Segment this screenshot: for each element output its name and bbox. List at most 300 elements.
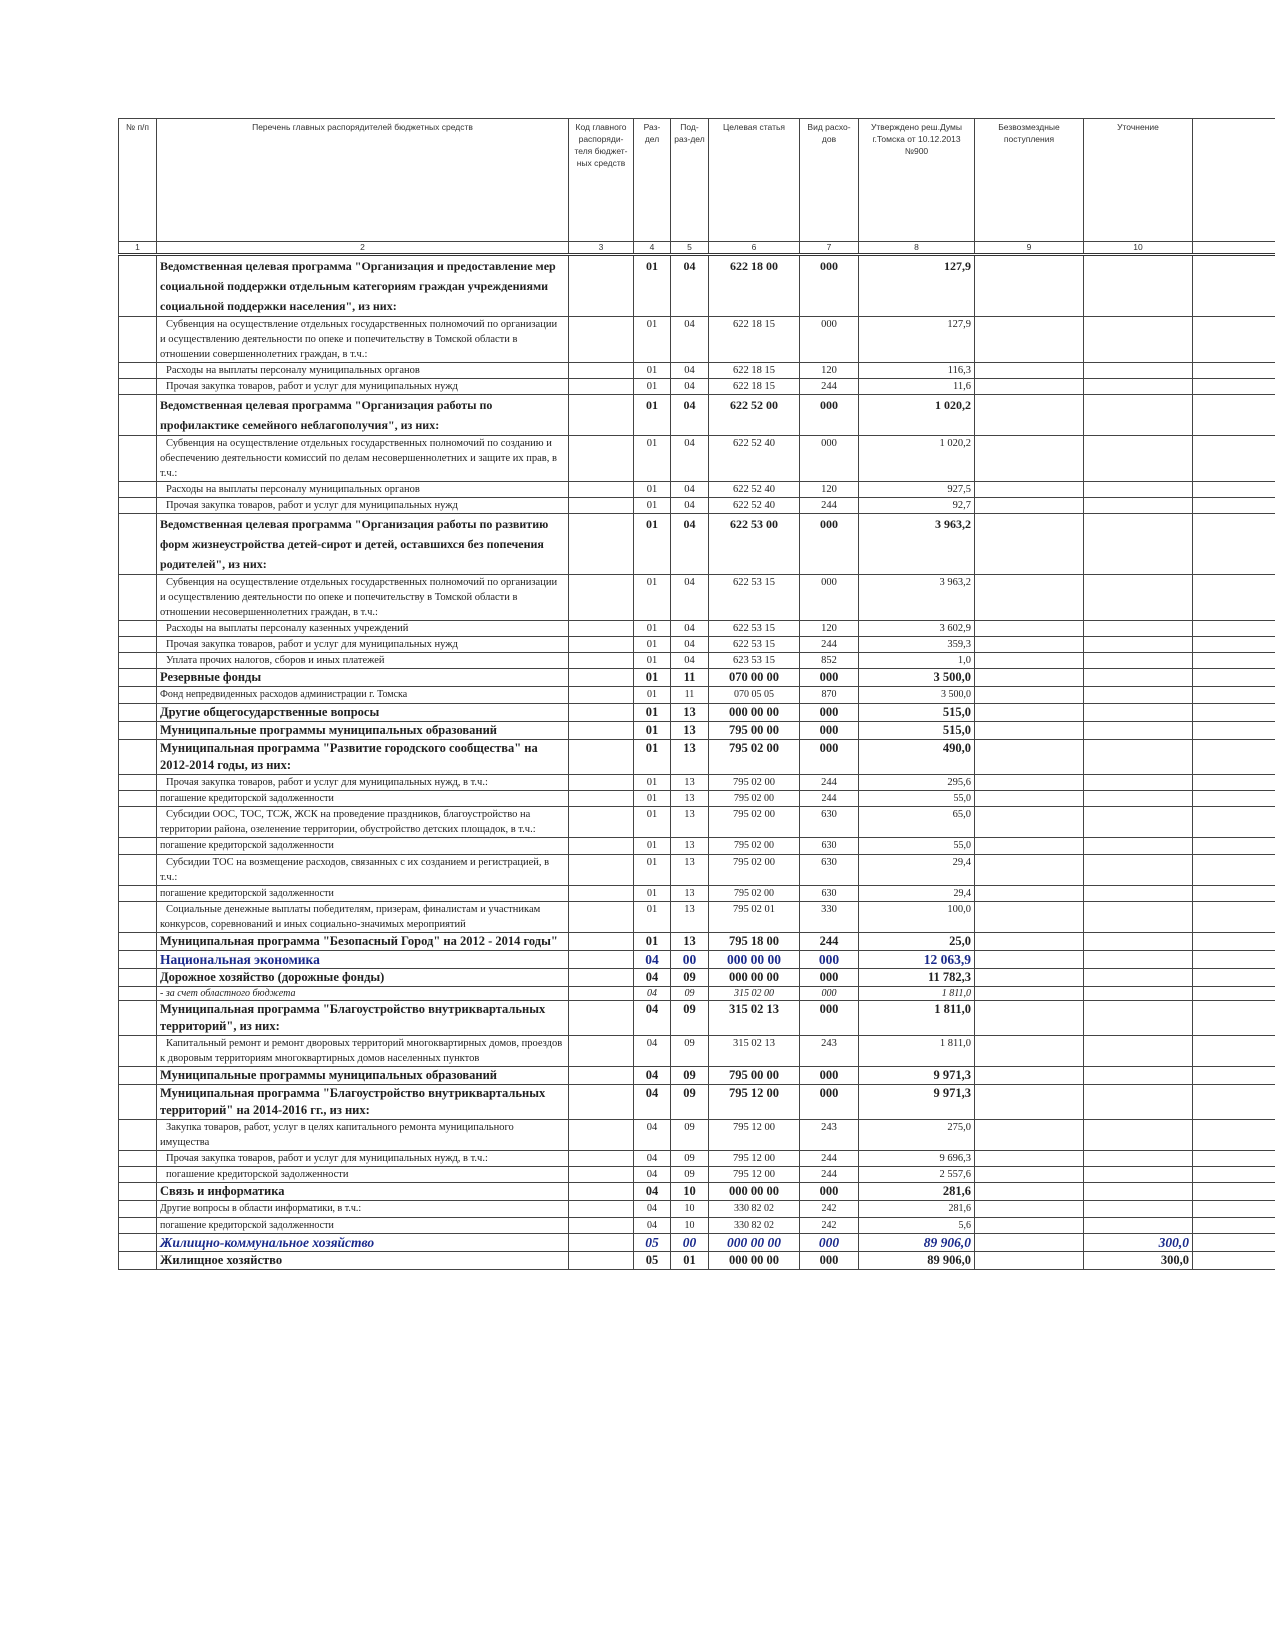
row-extra-cell: [1193, 514, 1275, 575]
row-description: погашение кредиторской задолженности: [157, 1167, 569, 1183]
row-target-item: 795 02 00: [709, 885, 800, 902]
row-grants-cell: [975, 255, 1084, 317]
row-subsection: 09: [671, 969, 709, 987]
row-target-item: 795 00 00: [709, 1067, 800, 1085]
row-section: 01: [634, 363, 671, 379]
row-description: Прочая закупка товаров, работ и услуг для муниципальных нужд, в т.ч.:: [157, 1151, 569, 1167]
row-expense-type: 000: [800, 395, 859, 436]
row-subsection: 10: [671, 1183, 709, 1201]
row-extra-cell: [1193, 1151, 1275, 1167]
row-subsection: 13: [671, 703, 709, 721]
column-number: 6: [709, 242, 800, 255]
row-section: 01: [634, 933, 671, 951]
row-description: Фонд непредвиденных расходов администрации г. Томска: [157, 687, 569, 704]
row-description: Субвенция на осуществление отдельных государственных полномочий по организации и осуществлению деятельности по опеке и попечительству в Томской области в отношении совершеннолетних граждан, в т.ч.:: [157, 317, 569, 363]
table-row: [119, 482, 1275, 498]
row-clarification-amount: [1084, 1120, 1193, 1151]
row-target-item: 000 00 00: [709, 969, 800, 987]
row-description: Жилищное хозяйство: [157, 1252, 569, 1270]
row-clarification-amount: [1084, 1151, 1193, 1167]
row-code-cell: [569, 951, 634, 969]
row-subsection: 13: [671, 739, 709, 774]
row-expense-type: 242: [800, 1201, 859, 1218]
table-row: [119, 1036, 1275, 1067]
row-grants-cell: [975, 498, 1084, 514]
row-expense-type: 244: [800, 1167, 859, 1183]
row-section: 04: [634, 969, 671, 987]
table-row: [119, 854, 1275, 885]
row-approved-amount: 127,9: [859, 317, 975, 363]
row-subsection: 13: [671, 721, 709, 739]
row-code-cell: [569, 854, 634, 885]
row-section: 01: [634, 379, 671, 395]
row-clarification-amount: [1084, 379, 1193, 395]
row-target-item: 795 02 00: [709, 838, 800, 855]
row-target-item: 795 02 00: [709, 739, 800, 774]
row-clarification-amount: [1084, 1217, 1193, 1234]
row-expense-type: 000: [800, 1001, 859, 1036]
row-clarification-amount: [1084, 317, 1193, 363]
row-section: 01: [634, 739, 671, 774]
row-target-item: 330 82 02: [709, 1201, 800, 1218]
row-expense-type: 000: [800, 575, 859, 621]
row-approved-amount: 29,4: [859, 885, 975, 902]
row-approved-amount: 11,6: [859, 379, 975, 395]
row-section: 01: [634, 498, 671, 514]
row-subsection: 13: [671, 902, 709, 933]
row-expense-type: 870: [800, 687, 859, 704]
row-extra-cell: [1193, 1067, 1275, 1085]
table-row: [119, 703, 1275, 721]
row-subsection: 09: [671, 1001, 709, 1036]
row-extra-cell: [1193, 363, 1275, 379]
row-target-item: 622 52 40: [709, 436, 800, 482]
row-expense-type: 852: [800, 653, 859, 669]
table-row: [119, 1001, 1275, 1036]
row-expense-type: 000: [800, 1252, 859, 1270]
table-row: [119, 902, 1275, 933]
row-clarification-amount: [1084, 637, 1193, 653]
row-section: 04: [634, 951, 671, 969]
header-description: Перечень главных распорядителей бюджетных средств: [157, 119, 569, 242]
row-code-cell: [569, 807, 634, 838]
row-grants-cell: [975, 807, 1084, 838]
row-code-cell: [569, 774, 634, 790]
row-extra-cell: [1193, 1252, 1275, 1270]
row-grants-cell: [975, 1001, 1084, 1036]
row-clarification-amount: [1084, 703, 1193, 721]
row-num-cell: [119, 637, 157, 653]
row-grants-cell: [975, 838, 1084, 855]
row-num-cell: [119, 838, 157, 855]
row-description: погашение кредиторской задолженности: [157, 1217, 569, 1234]
row-description: Дорожное хозяйство (дорожные фонды): [157, 969, 569, 987]
row-clarification-amount: [1084, 498, 1193, 514]
row-expense-type: 244: [800, 1151, 859, 1167]
table-row: [119, 774, 1275, 790]
table-row: [119, 987, 1275, 1001]
row-extra-cell: [1193, 854, 1275, 885]
row-section: 04: [634, 1151, 671, 1167]
row-description: Прочая закупка товаров, работ и услуг для муниципальных нужд, в т.ч.:: [157, 774, 569, 790]
row-expense-type: 244: [800, 933, 859, 951]
row-description: Субвенция на осуществление отдельных государственных полномочий по созданию и обеспечению деятельности комиссий по делам несовершеннолетних и защите их прав, в т.ч.:: [157, 436, 569, 482]
row-description: Муниципальные программы муниципальных образований: [157, 1067, 569, 1085]
row-expense-type: 243: [800, 1120, 859, 1151]
row-grants-cell: [975, 637, 1084, 653]
row-code-cell: [569, 987, 634, 1001]
row-grants-cell: [975, 1252, 1084, 1270]
row-num-cell: [119, 621, 157, 637]
row-subsection: 04: [671, 255, 709, 317]
table-row: [119, 933, 1275, 951]
table-row: [119, 575, 1275, 621]
row-code-cell: [569, 1085, 634, 1120]
row-description: Национальная экономика: [157, 951, 569, 969]
row-target-item: 622 53 15: [709, 621, 800, 637]
row-expense-type: 120: [800, 621, 859, 637]
row-section: 01: [634, 669, 671, 687]
row-subsection: 13: [671, 807, 709, 838]
row-code-cell: [569, 721, 634, 739]
row-grants-cell: [975, 1085, 1084, 1120]
row-grants-cell: [975, 774, 1084, 790]
table-row: [119, 1067, 1275, 1085]
row-approved-amount: 100,0: [859, 902, 975, 933]
table-row: [119, 379, 1275, 395]
row-approved-amount: 29,4: [859, 854, 975, 885]
table-row: [119, 436, 1275, 482]
row-num-cell: [119, 703, 157, 721]
row-subsection: 04: [671, 637, 709, 653]
row-approved-amount: 65,0: [859, 807, 975, 838]
row-extra-cell: [1193, 790, 1275, 807]
row-extra-cell: [1193, 774, 1275, 790]
row-expense-type: 244: [800, 379, 859, 395]
row-target-item: 315 02 00: [709, 987, 800, 1001]
row-grants-cell: [975, 933, 1084, 951]
row-expense-type: 000: [800, 317, 859, 363]
column-number: 4: [634, 242, 671, 255]
row-grants-cell: [975, 514, 1084, 575]
row-description: Муниципальная программа "Безопасный Город" на 2012 - 2014 годы": [157, 933, 569, 951]
table-row: [119, 969, 1275, 987]
row-num-cell: [119, 1167, 157, 1183]
row-section: 04: [634, 1183, 671, 1201]
header-extra: [1193, 119, 1275, 242]
row-description: Социальные денежные выплаты победителям, призерам, финалистам и участникам конкурсов, соревнований и иных социально-значимых мероприятий: [157, 902, 569, 933]
table-row: [119, 514, 1275, 575]
row-section: 04: [634, 1201, 671, 1218]
row-description: Ведомственная целевая программа "Организация и предоставление мер социальной поддержки отдельным категориям граждан учреждениями социальной поддержки населения", из них:: [157, 255, 569, 317]
row-section: 05: [634, 1252, 671, 1270]
row-code-cell: [569, 255, 634, 317]
row-num-cell: [119, 1201, 157, 1218]
row-section: 01: [634, 436, 671, 482]
row-extra-cell: [1193, 838, 1275, 855]
table-row: [119, 721, 1275, 739]
row-target-item: 622 18 15: [709, 379, 800, 395]
row-code-cell: [569, 482, 634, 498]
row-grants-cell: [975, 969, 1084, 987]
row-code-cell: [569, 933, 634, 951]
row-target-item: 622 18 15: [709, 317, 800, 363]
budget-table: [118, 118, 1275, 1270]
row-approved-amount: 515,0: [859, 721, 975, 739]
table-row: [119, 1234, 1275, 1252]
table-row: [119, 1151, 1275, 1167]
row-approved-amount: 9 971,3: [859, 1067, 975, 1085]
row-target-item: 795 00 00: [709, 721, 800, 739]
row-clarification-amount: [1084, 514, 1193, 575]
row-num-cell: [119, 739, 157, 774]
row-extra-cell: [1193, 1120, 1275, 1151]
row-description: Субсидии ООС, ТОС, ТСЖ, ЖСК на проведение праздников, благоустройство на территории района, озеленение территории, обустройство детских площадок, в т.ч.:: [157, 807, 569, 838]
row-description: Прочая закупка товаров, работ и услуг для муниципальных нужд: [157, 498, 569, 514]
row-expense-type: 630: [800, 807, 859, 838]
row-clarification-amount: [1084, 1001, 1193, 1036]
row-num-cell: [119, 1183, 157, 1201]
row-clarification-amount: [1084, 739, 1193, 774]
header-code: Код главного распоряди-теля бюджет-ных средств: [569, 119, 634, 242]
row-code-cell: [569, 1234, 634, 1252]
row-target-item: 795 02 01: [709, 902, 800, 933]
row-approved-amount: 9 971,3: [859, 1085, 975, 1120]
row-grants-cell: [975, 436, 1084, 482]
row-clarification-amount: [1084, 255, 1193, 317]
row-description: Резервные фонды: [157, 669, 569, 687]
row-num-cell: [119, 498, 157, 514]
row-clarification-amount: [1084, 902, 1193, 933]
row-description: Связь и информатика: [157, 1183, 569, 1201]
row-grants-cell: [975, 317, 1084, 363]
row-extra-cell: [1193, 498, 1275, 514]
row-code-cell: [569, 575, 634, 621]
row-clarification-amount: [1084, 721, 1193, 739]
row-subsection: 09: [671, 1151, 709, 1167]
row-section: 01: [634, 317, 671, 363]
table-header-row: [119, 119, 1275, 242]
row-clarification-amount: [1084, 969, 1193, 987]
row-approved-amount: 1 811,0: [859, 987, 975, 1001]
row-extra-cell: [1193, 739, 1275, 774]
row-code-cell: [569, 1167, 634, 1183]
row-grants-cell: [975, 721, 1084, 739]
column-number: 10: [1084, 242, 1193, 255]
row-description: Ведомственная целевая программа "Организация работы по профилактике семейного неблагополучия", из них:: [157, 395, 569, 436]
row-expense-type: 000: [800, 255, 859, 317]
row-expense-type: 000: [800, 1234, 859, 1252]
table-row: [119, 687, 1275, 704]
table-row: [119, 669, 1275, 687]
row-expense-type: 244: [800, 637, 859, 653]
row-extra-cell: [1193, 379, 1275, 395]
row-grants-cell: [975, 987, 1084, 1001]
row-subsection: 04: [671, 621, 709, 637]
row-section: 04: [634, 1085, 671, 1120]
table-row: [119, 255, 1275, 317]
row-subsection: 13: [671, 838, 709, 855]
row-description: Другие общегосударственные вопросы: [157, 703, 569, 721]
row-subsection: 09: [671, 1036, 709, 1067]
row-code-cell: [569, 363, 634, 379]
row-clarification-amount: 300,0: [1084, 1234, 1193, 1252]
row-code-cell: [569, 1067, 634, 1085]
row-approved-amount: 359,3: [859, 637, 975, 653]
row-approved-amount: 5,6: [859, 1217, 975, 1234]
row-approved-amount: 9 696,3: [859, 1151, 975, 1167]
row-num-cell: [119, 933, 157, 951]
row-subsection: 04: [671, 436, 709, 482]
row-code-cell: [569, 621, 634, 637]
row-approved-amount: 25,0: [859, 933, 975, 951]
row-grants-cell: [975, 379, 1084, 395]
table-row: [119, 1201, 1275, 1218]
row-grants-cell: [975, 1217, 1084, 1234]
row-description: Прочая закупка товаров, работ и услуг для муниципальных нужд: [157, 637, 569, 653]
row-code-cell: [569, 317, 634, 363]
row-num-cell: [119, 1217, 157, 1234]
header-grants: Безвозмездные поступления: [975, 119, 1084, 242]
row-subsection: 04: [671, 653, 709, 669]
row-extra-cell: [1193, 885, 1275, 902]
row-subsection: 04: [671, 498, 709, 514]
row-num-cell: [119, 1252, 157, 1270]
row-subsection: 04: [671, 575, 709, 621]
row-grants-cell: [975, 703, 1084, 721]
row-extra-cell: [1193, 1183, 1275, 1201]
row-section: 01: [634, 774, 671, 790]
row-code-cell: [569, 838, 634, 855]
row-section: 01: [634, 838, 671, 855]
table-row: [119, 637, 1275, 653]
row-code-cell: [569, 637, 634, 653]
table-row: [119, 951, 1275, 969]
column-number: 5: [671, 242, 709, 255]
row-expense-type: 000: [800, 1085, 859, 1120]
row-target-item: 622 52 40: [709, 482, 800, 498]
row-num-cell: [119, 790, 157, 807]
row-expense-type: 000: [800, 514, 859, 575]
header-expense-type: Вид расхо-дов: [800, 119, 859, 242]
row-section: 01: [634, 703, 671, 721]
row-grants-cell: [975, 1120, 1084, 1151]
row-code-cell: [569, 969, 634, 987]
row-approved-amount: 89 906,0: [859, 1252, 975, 1270]
row-grants-cell: [975, 621, 1084, 637]
row-clarification-amount: [1084, 987, 1193, 1001]
row-target-item: 000 00 00: [709, 951, 800, 969]
row-code-cell: [569, 379, 634, 395]
row-description: Прочая закупка товаров, работ и услуг для муниципальных нужд: [157, 379, 569, 395]
row-num-cell: [119, 807, 157, 838]
row-expense-type: 000: [800, 951, 859, 969]
row-section: 01: [634, 721, 671, 739]
row-target-item: 622 53 00: [709, 514, 800, 575]
row-target-item: 795 12 00: [709, 1167, 800, 1183]
row-target-item: 622 53 15: [709, 575, 800, 621]
row-approved-amount: 3 500,0: [859, 669, 975, 687]
row-num-cell: [119, 317, 157, 363]
row-grants-cell: [975, 1151, 1084, 1167]
row-expense-type: 244: [800, 774, 859, 790]
row-expense-type: 244: [800, 790, 859, 807]
row-clarification-amount: [1084, 395, 1193, 436]
row-approved-amount: 281,6: [859, 1201, 975, 1218]
row-num-cell: [119, 1036, 157, 1067]
row-expense-type: 244: [800, 498, 859, 514]
row-clarification-amount: [1084, 885, 1193, 902]
row-num-cell: [119, 951, 157, 969]
row-code-cell: [569, 1001, 634, 1036]
row-target-item: 795 12 00: [709, 1120, 800, 1151]
row-subsection: 04: [671, 514, 709, 575]
row-grants-cell: [975, 854, 1084, 885]
row-extra-cell: [1193, 669, 1275, 687]
row-subsection: 04: [671, 379, 709, 395]
row-description: - за счет областного бюджета: [157, 987, 569, 1001]
table-row: [119, 363, 1275, 379]
row-section: 01: [634, 807, 671, 838]
row-num-cell: [119, 774, 157, 790]
row-code-cell: [569, 514, 634, 575]
row-code-cell: [569, 436, 634, 482]
row-target-item: 622 52 00: [709, 395, 800, 436]
row-num-cell: [119, 482, 157, 498]
row-target-item: 795 02 00: [709, 854, 800, 885]
row-section: 01: [634, 653, 671, 669]
row-section: 01: [634, 575, 671, 621]
row-expense-type: 000: [800, 721, 859, 739]
row-section: 01: [634, 790, 671, 807]
row-num-cell: [119, 721, 157, 739]
row-target-item: 622 52 40: [709, 498, 800, 514]
row-extra-cell: [1193, 482, 1275, 498]
row-approved-amount: 1 020,2: [859, 436, 975, 482]
row-code-cell: [569, 395, 634, 436]
budget-body: [119, 255, 1275, 1270]
row-num-cell: [119, 395, 157, 436]
row-target-item: 330 82 02: [709, 1217, 800, 1234]
row-subsection: 13: [671, 774, 709, 790]
row-approved-amount: 927,5: [859, 482, 975, 498]
row-extra-cell: [1193, 1217, 1275, 1234]
table-row: [119, 790, 1275, 807]
row-subsection: 04: [671, 317, 709, 363]
row-grants-cell: [975, 653, 1084, 669]
row-target-item: 795 12 00: [709, 1085, 800, 1120]
column-number-row: [119, 242, 1275, 255]
row-extra-cell: [1193, 703, 1275, 721]
table-row: [119, 621, 1275, 637]
row-grants-cell: [975, 1201, 1084, 1218]
row-section: 04: [634, 1036, 671, 1067]
row-grants-cell: [975, 482, 1084, 498]
row-grants-cell: [975, 395, 1084, 436]
column-number: 2: [157, 242, 569, 255]
row-section: 01: [634, 621, 671, 637]
row-subsection: 13: [671, 885, 709, 902]
row-clarification-amount: [1084, 838, 1193, 855]
header-section: Раз-дел: [634, 119, 671, 242]
row-code-cell: [569, 687, 634, 704]
row-clarification-amount: [1084, 687, 1193, 704]
header-approved: Утверждено реш.Думы г.Томска от 10.12.2013 №900: [859, 119, 975, 242]
row-expense-type: 243: [800, 1036, 859, 1067]
row-section: 01: [634, 687, 671, 704]
row-section: 01: [634, 255, 671, 317]
row-clarification-amount: [1084, 807, 1193, 838]
